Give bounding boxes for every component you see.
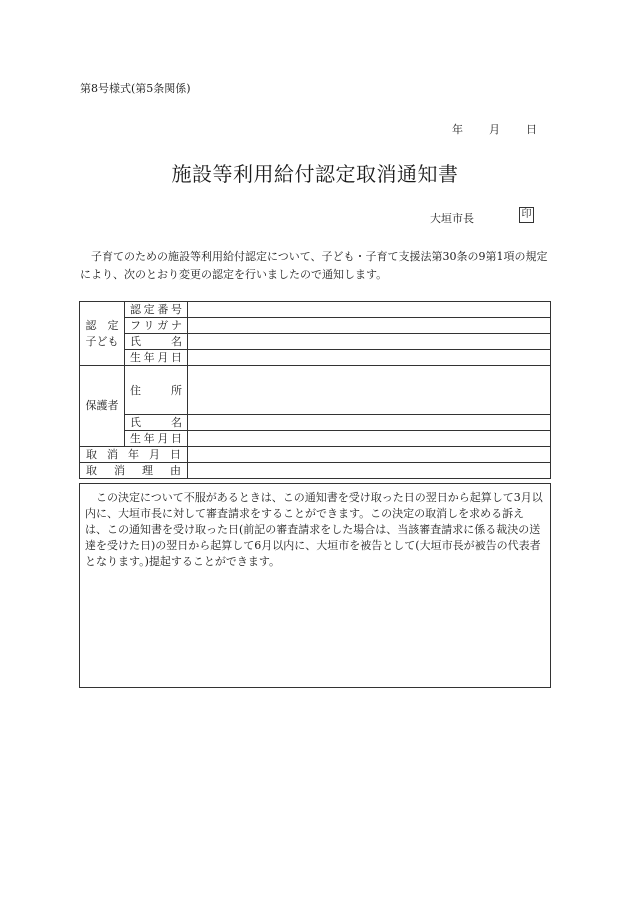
certification-number-label: 認定番号 [125,302,188,318]
cancellation-date-field[interactable] [188,447,551,463]
guardian-address-label: 住所 [125,366,188,415]
document-title: 施設等利用給付認定取消通知書 [171,162,459,186]
guardian-birthdate-field[interactable] [188,431,551,447]
intro-paragraph: 子育てのための施設等利用給付認定について、子ども・子育て支援法第30条の9第1項の規定により、次のとおり変更の認定を行いましたので通知します。 [80,250,548,281]
child-furigana-label: フリガナ [125,318,188,334]
date-day-label: 日 [526,123,537,136]
child-birthdate-field[interactable] [188,350,551,366]
appeal-notice-text: この決定について不服があるときは、この通知書を受け取った日の翌日から起算して3月以内に、大垣市長に対して審査請求をすることができます。この決定の取消しを求める訴えは、この通知書を受け取った日(前記の審査請求をした場合は、当該審査請求に係る裁決の送達を受けた日)の翌日から起算して6月以内に、大垣市を被告として(大垣市長が被告の代表者となります。)提起することができます。 [85,491,543,568]
guardian-name-label: 氏名 [125,415,188,431]
child-group-line2: 子ども [85,334,119,348]
seal-mark: 印 [519,207,534,223]
certification-number-field[interactable] [188,302,551,318]
date-line [452,121,537,137]
child-furigana-field[interactable] [188,318,551,334]
child-name-label: 氏名 [125,334,188,350]
guardian-birthdate-label: 生年月日 [125,431,188,447]
guardian-group-label: 保護者 [80,366,125,447]
guardian-address-field[interactable] [188,366,551,415]
date-month-label: 月 [489,123,500,136]
child-birthdate-label: 生年月日 [125,350,188,366]
child-group-label [80,302,125,366]
cancellation-reason-field[interactable] [188,463,551,479]
cancellation-date-label: 取消年月日 [80,447,188,463]
certification-table [79,301,551,479]
date-year-label: 年 [452,123,463,136]
issuer-name: 大垣市長 [430,212,474,225]
child-group-line1: 認 定 [85,318,119,332]
guardian-name-field[interactable] [188,415,551,431]
child-name-field[interactable] [188,334,551,350]
form-number: 第8号様式(第5条関係) [80,82,191,95]
cancellation-reason-label: 取消理由 [80,463,188,479]
